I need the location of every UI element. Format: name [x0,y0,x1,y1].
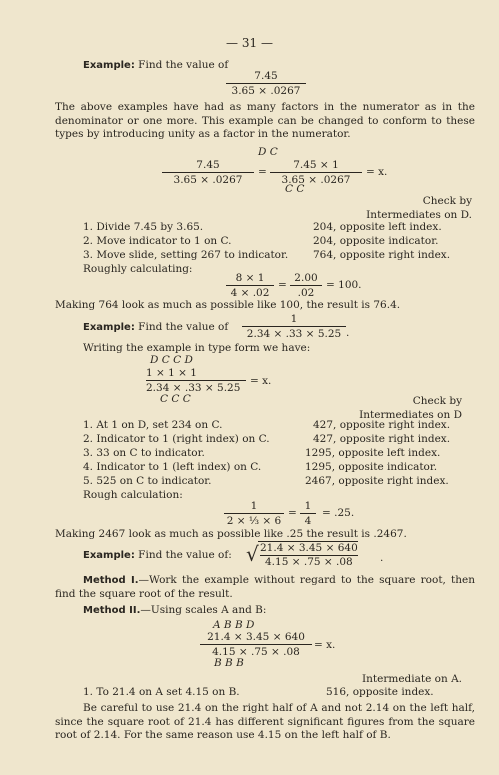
fraction-denominator: 2.34 × .33 × 5.25 [242,326,346,341]
step-check: 2467, opposite right index. [305,475,449,487]
fraction-denominator: 2.34 × .33 × 5.25 [146,380,246,395]
fraction-denominator: 4.15 × .75 × .08 [200,644,312,659]
fraction-numerator: 1 [250,500,258,512]
fraction-numerator: 8 × 1 [235,272,265,284]
step: 3. 33 on C to indicator. [83,447,205,459]
step-check: 1295, opposite left index. [305,447,441,459]
paragraph-intro: The above examples have had as many factors in the numerator as in the denominator or one more. This example can be changed to conform to these types by introducing unity as a factor in the numerator. [55,101,475,140]
eq3-rhs: = x. [250,375,272,387]
eq1-right-fraction [270,159,362,187]
step-check: 204, opposite indicator. [313,235,439,247]
paragraph-caution: Be careful to use 21.4 on the right half of A and not 2.14 on the left half, since the square root of 21.4 has different significant figures from the square root of 2.14. For the same reason use 4.15 on the left half of B. [55,702,475,741]
method-text: —Work the example without regard to the square root, then find the square root of the result. [55,574,475,600]
step-check: 427, opposite right index. [313,433,451,445]
method-label: Method I. [83,575,139,586]
fraction-numerator: 2.00 [294,272,318,284]
fraction-numerator: 7.45 [196,159,220,171]
fraction-numerator: 21.4 × 3.45 × 640 [207,631,305,643]
fraction-numerator: 7.45 [254,70,278,82]
paragraph-type-form: Writing the example in type form we have: [83,342,311,354]
example-2-fraction [242,313,346,341]
eq2-left-fraction [226,272,274,300]
check-heading-2 [300,394,462,422]
example-3-intro [83,548,232,563]
page-number: — 31 — [226,36,273,50]
step: 1. To 21.4 on A set 4.15 on B. [83,686,240,698]
step: 4. Indicator to 1 (left index) on C. [83,461,262,473]
paragraph-result-2: Making 2467 look as much as possible like .25 the result is .2467. [55,528,407,540]
fraction-denominator: 3.65 × .0267 [162,172,254,187]
eq3-bottom-letters: C C C [160,393,191,405]
step-check: 427, opposite right index. [313,419,451,431]
method-label: Method II. [83,605,141,616]
rough-calc-label-1: Roughly calculating: [83,263,193,275]
check-line: Intermediates on D. [366,209,472,221]
eq4-left-fraction [224,500,284,528]
eq1-rhs: = x. [366,166,388,178]
fraction-denominator: 3.65 × .0267 [270,172,362,187]
fraction-numerator: 21.4 × 3.45 × 640 [260,542,358,554]
example-label: Example: [83,322,135,333]
method-text: —Using scales A and B: [140,604,267,616]
eq5-top-letters: A B B D [213,619,255,631]
eq4-mid-fraction [300,500,316,528]
fraction-denominator: .02 [290,285,322,300]
check-heading-1 [300,194,472,222]
step: 1. At 1 on D, set 234 on C. [83,419,223,431]
example-3-sqrt [246,541,358,569]
fraction-denominator: 4.15 × .75 × .08 [260,555,358,569]
square-root-icon: √ [246,542,259,566]
rough-calc-label-2: Rough calculation: [83,489,183,501]
fraction-numerator: 7.45 × 1 [293,159,339,171]
fraction-denominator: 3.65 × .0267 [226,83,306,98]
example-2-intro [83,320,228,335]
step-check: 1295, opposite indicator. [305,461,438,473]
step: 5. 525 on C to indicator. [83,475,212,487]
example-text: Find the value of [138,59,229,71]
step: 1. Divide 7.45 by 3.65. [83,221,204,233]
eq1-bottom-letters: C C [285,183,305,195]
eq3-fraction [146,367,246,395]
example-2-period: . [346,327,350,339]
step: 3. Move slide, setting 267 to indicator. [83,249,289,261]
example-1-fraction [226,70,306,98]
eq4-rhs: = .25. [322,507,355,519]
method-2 [83,603,266,618]
paragraph-result-1: Making 764 look as much as possible like 100, the result is 76.4. [55,299,401,311]
step-check: 204, opposite left index. [313,221,442,233]
example-label: Example: [83,550,135,561]
check-line: Check by [422,195,472,207]
eq1-equals: = [258,166,267,178]
fraction-numerator: 1 [290,313,298,325]
step-check: 516, opposite index. [326,686,434,698]
example-3-period: . [380,552,384,564]
example-label: Example: [83,60,135,71]
check-line: Intermediates on D [359,409,462,421]
fraction-denominator: 4 [300,513,316,528]
example-text: Find the value of [138,321,229,333]
eq5-fraction [200,631,312,659]
step-check: 764, opposite right index. [313,249,451,261]
eq4-equals: = [288,507,297,519]
eq1-top-letters: D C [258,146,278,158]
fraction-numerator: 1 [304,500,312,512]
fraction-denominator: 4 × .02 [226,285,274,300]
eq2-mid-fraction [290,272,322,300]
eq2-rhs: = 100. [326,279,362,291]
fraction-denominator: 2 × ⅓ × 6 [224,513,284,528]
fraction-numerator: 1 × 1 × 1 [146,367,197,379]
step: 2. Indicator to 1 (right index) on C. [83,433,270,445]
eq5-bottom-letters: B B B [214,657,244,669]
eq1-left-fraction [162,159,254,187]
step: 2. Move indicator to 1 on C. [83,235,232,247]
eq5-rhs: = x. [314,639,336,651]
example-1-intro [83,58,228,73]
example-text: Find the value of: [138,549,232,561]
check-line: Check by [412,395,462,407]
eq3-top-letters: D C C D [150,354,193,366]
eq2-equals: = [278,279,287,291]
check-heading-3: Intermediate on A. [362,673,462,685]
method-1 [55,574,475,601]
